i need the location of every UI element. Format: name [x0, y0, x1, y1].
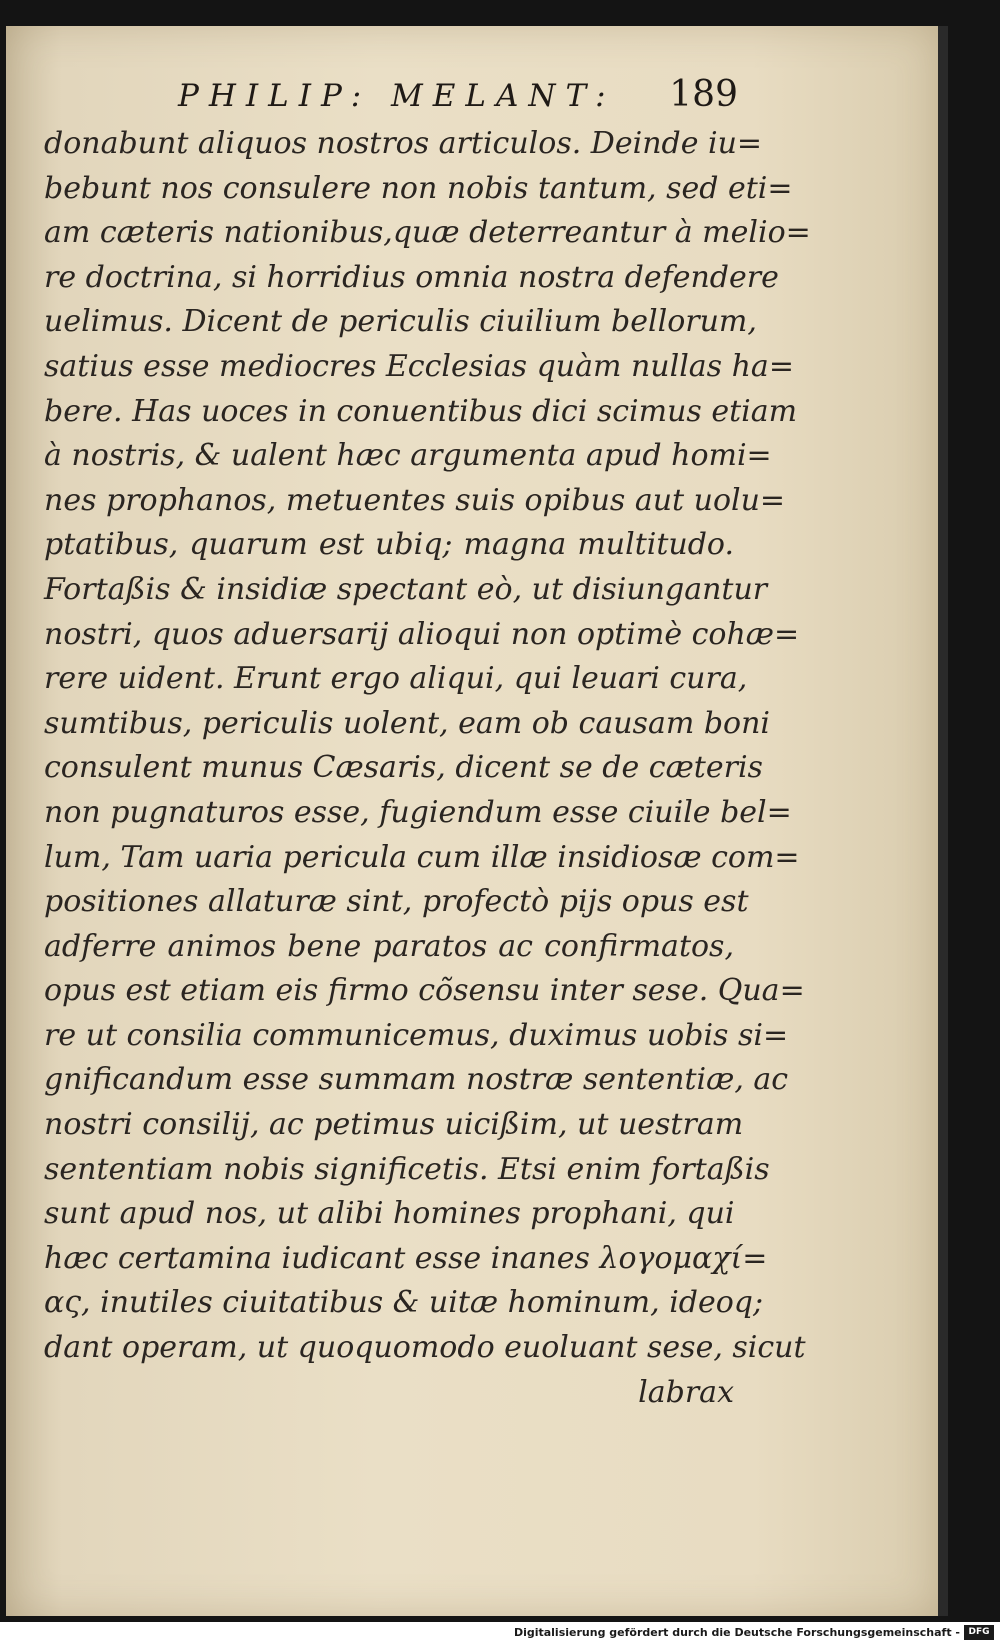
text-line: Fortaßis & insidiæ spectant eò, ut disiungantur	[44, 571, 768, 607]
text-line: bebunt nos consulere non nobis tantum, sed eti=	[44, 170, 793, 206]
text-line: à nostris, & ualent hæc argumenta apud homi=	[44, 438, 772, 474]
text-line: nostri, quos aduersarij alioqui non optimè cohæ=	[44, 616, 800, 652]
text-line: nes prophanos, metuentes suis opibus aut uolu=	[44, 482, 786, 518]
text-line: non pugnaturos esse, fugiendum esse ciuile bel=	[44, 794, 792, 830]
dfg-logo: DFG	[964, 1625, 994, 1640]
text-line: re doctrina, si horridius omnia nostra defendere	[44, 259, 779, 295]
text-line: sententiam nobis significetis. Etsi enim fortaßis	[44, 1151, 770, 1187]
text-line: sumtibus, periculis uolent, eam ob causam boni	[44, 705, 771, 741]
text-line: rere uident. Erunt ergo aliqui, qui leuari cura,	[44, 661, 748, 697]
text-line: am cæteris nationibus,quæ deterreantur à melio=	[44, 215, 811, 251]
text-line: dant operam, ut quoquomodo euoluant sese, sicut	[44, 1330, 806, 1366]
footer-bar	[0, 1622, 1000, 1646]
text-line: gnificandum esse summam nostræ sententiæ, ac	[44, 1062, 789, 1098]
text-line: opus est etiam eis firmo cõsensu inter sese. Qua=	[44, 973, 805, 1009]
text-line: adferre animos bene paratos ac confirmatos,	[44, 928, 734, 964]
text-line: positiones allaturæ sint, profectò pijs opus est	[44, 884, 749, 920]
text-line: re ut consilia communicemus, duximus uobis si=	[44, 1017, 789, 1053]
text-line: ptatibus, quarum est ubiq; magna multitudo.	[44, 527, 734, 563]
text-line: bere. Has uoces in conuentibus dici scimus etiam	[44, 393, 798, 429]
text-line: sunt apud nos, ut alibi homines prophani, qui	[44, 1196, 735, 1232]
text-line: lum, Tam uaria pericula cum illæ insidiosæ com=	[44, 839, 800, 875]
page-number: 189	[669, 74, 738, 115]
text-line: satius esse mediocres Ecclesias quàm nullas ha=	[44, 348, 794, 384]
running-head: PHILIP: MELANT:	[178, 78, 616, 114]
text-line: uelimus. Dicent de periculis ciuilium bellorum,	[44, 304, 757, 340]
text-line: nostri consilij, ac petimus uicißim, ut uestram	[44, 1107, 744, 1143]
body-text	[44, 122, 811, 1442]
text-line: consulent munus Cæsaris, dicent se de cæteris	[44, 750, 763, 786]
page-header	[178, 74, 738, 128]
text-line: donabunt aliquos nostros articulos. Deinde iu=	[44, 126, 763, 161]
catchword: labrax	[638, 1374, 734, 1410]
text-line: ας, inutiles ciuitatibus & uitæ hominum, ideoq;	[44, 1285, 764, 1321]
text-line: hæc certamina iudicant esse inanes λογομαχί=	[44, 1240, 768, 1276]
funding-credit: Digitalisierung gefördert durch die Deutsche Forschungsgemeinschaft -	[513, 1626, 960, 1639]
page-edge	[938, 26, 948, 1616]
